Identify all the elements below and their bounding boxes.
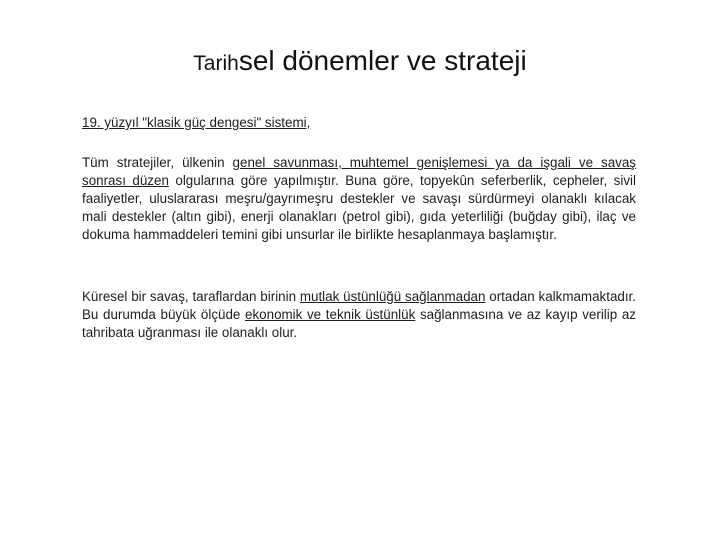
paragraph-1-text-2: olgularına göre yapılmıştır. Buna göre, topyekûn seferberlik, cepheler, sivil faaliyetler, uluslararası meşru/gayrımeşru destekler ve savaşı sürdürmeyi olanaklı kılacak mali destekler (altın gibi), enerji olanakları (petrol gibi), gıda yeterliliği (buğday gibi), ilaç ve dokuma hammaddeleri temini gibi unsurlar ile birlikte hesaplanmaya başlamıştır. (82, 173, 636, 242)
slide-title-part-2: sel dönemler ve strateji (238, 45, 527, 76)
slide-title-part-1: Tarih (193, 52, 239, 75)
paragraph-2-text-2: ortadan kalkmamaktadır. Bu durumda büyük ölçüde (82, 289, 636, 322)
subheading: 19. yüzyıl "klasik güç dengesi" sistemi, (82, 115, 311, 130)
paragraph-2-underlined-2: ekonomik ve teknik üstünlük (245, 307, 416, 322)
paragraph-2-text-1: Küresel bir savaş, taraflardan birinin (82, 289, 300, 304)
paragraph-1-underlined-1: genel savunması, muhtemel genişlemesi ya da işgali ve savaş sonrası düzen (82, 155, 637, 188)
slide-title (0, 44, 720, 81)
paragraph-2 (82, 288, 636, 342)
paragraph-1 (82, 154, 636, 244)
paragraph-2-text-3: sağlanmasına ve az kayıp verilip az tahribata uğranması ile olanaklı olur. (82, 307, 636, 340)
paragraph-1-text-1: Tüm stratejiler, ülkenin (82, 155, 233, 170)
slide-content (82, 114, 636, 342)
paragraph-2-underlined-1: mutlak üstünlüğü sağlanmadan (299, 289, 486, 304)
